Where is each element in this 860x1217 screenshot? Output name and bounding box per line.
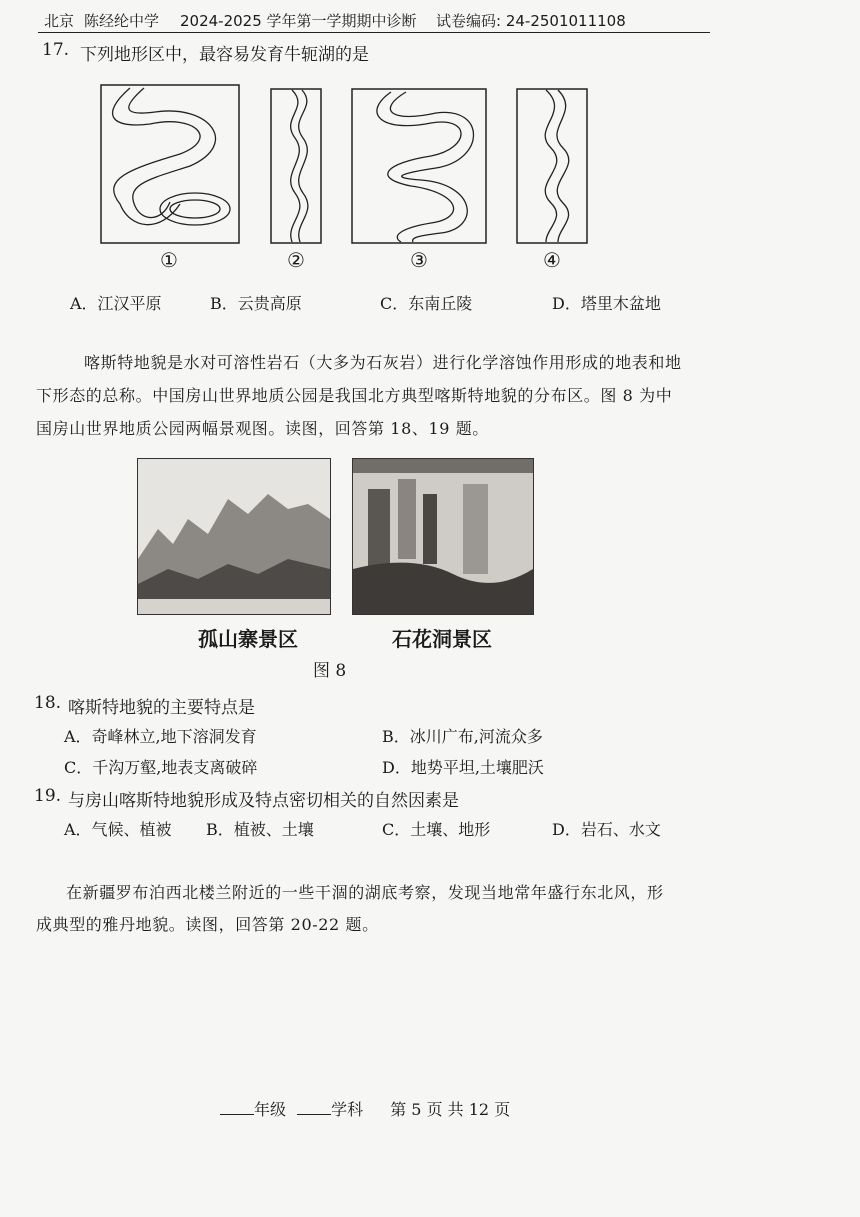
river-diagram-3: [351, 88, 487, 244]
photo-gushanzhai: [137, 458, 331, 615]
river-diagram-4: [516, 88, 588, 244]
page-header: [38, 8, 710, 33]
caption-shihuadong: 石花洞景区: [392, 627, 492, 651]
q19-number: 19.: [34, 786, 62, 806]
figure-label-1: ①: [160, 248, 178, 272]
passage1-line-2: 下形态的总称。中国房山世界地质公园是我国北方典型喀斯特地貌的分布区。图 8 为中: [36, 386, 673, 405]
q17-number: 17.: [42, 40, 70, 60]
header-term: 2024-2025 学年第一学期期中诊断: [180, 12, 417, 30]
footer-subject: 学科: [331, 1100, 364, 1119]
q19-option-b: B．植被、土壤: [206, 820, 314, 839]
q19-option-d: D．岩石、水文: [552, 820, 661, 839]
q18-stem: 喀斯特地貌的主要特点是: [68, 698, 255, 718]
passage2-line-1: 在新疆罗布泊西北楼兰附近的一些干涸的湖底考察，发现当地常年盛行东北风，形: [66, 883, 664, 902]
passage1-line-1: 喀斯特地貌是水对可溶性岩石（大多为石灰岩）进行化学溶蚀作用形成的地表和地: [84, 353, 682, 372]
figure-label-4: ④: [543, 248, 561, 272]
passage2-line-2: 成典型的雅丹地貌。读图，回答第 20-22 题。: [36, 915, 379, 934]
q19-stem: 与房山喀斯特地貌形成及特点密切相关的自然因素是: [68, 791, 459, 811]
page-footer: [220, 1097, 510, 1120]
passage1-line-3: 国房山世界地质公园两幅景观图。读图，回答第 18、19 题。: [36, 419, 489, 438]
q18-option-d: D．地势平坦,土壤肥沃: [382, 758, 544, 777]
river-diagram-2: [270, 88, 322, 244]
grade-blank: [220, 1102, 254, 1115]
q17-option-b: B．云贵高原: [210, 294, 302, 313]
header-school: 北京: [44, 12, 75, 30]
footer-grade: 年级: [254, 1100, 287, 1119]
river-diagram-1: [100, 84, 240, 244]
figure-label-3: ③: [410, 248, 428, 272]
header-paper-code: 试卷编码: 24-2501011108: [436, 12, 626, 30]
subject-blank: [297, 1102, 331, 1115]
header-school-name: 陈经纶中学: [84, 12, 160, 30]
photo-shihuadong: [352, 458, 534, 615]
footer-page-number: 第 5 页 共 12 页: [390, 1100, 511, 1119]
q17-stem: 下列地形区中，最容易发育牛轭湖的是: [80, 45, 369, 65]
q19-option-a: A．气候、植被: [64, 820, 172, 839]
figure-label-2: ②: [287, 248, 305, 272]
q17-option-c: C．东南丘陵: [380, 294, 473, 313]
caption-gushanzhai: 孤山寨景区: [198, 627, 298, 651]
q18-option-c: C．千沟万壑,地表支离破碎: [64, 758, 258, 777]
q18-number: 18.: [34, 693, 62, 713]
q18-option-b: B．冰川广布,河流众多: [382, 727, 543, 746]
q19-option-c: C．土壤、地形: [382, 820, 491, 839]
q17-option-a: A．江汉平原: [70, 294, 162, 313]
figure-8-label: 图 8: [313, 661, 347, 681]
q18-option-a: A．奇峰林立,地下溶洞发育: [64, 727, 257, 746]
q17-option-d: D．塔里木盆地: [552, 294, 661, 313]
